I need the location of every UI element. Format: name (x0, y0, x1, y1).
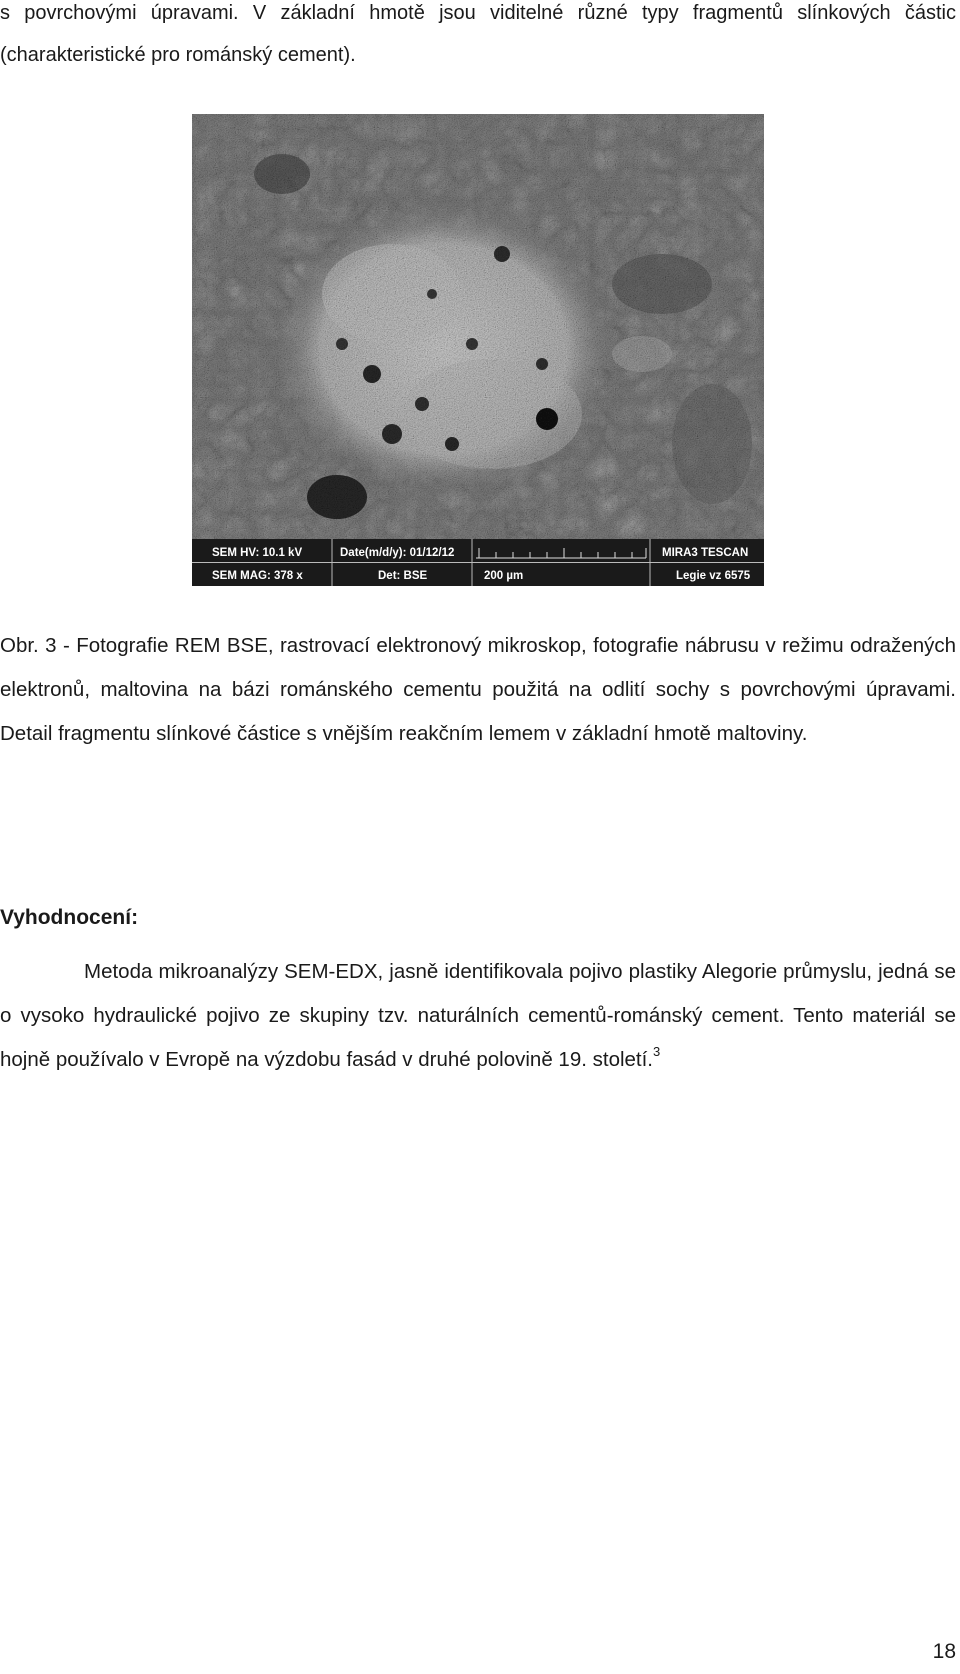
footnote-reference[interactable]: 3 (653, 1044, 661, 1059)
figure-caption (0, 624, 956, 756)
intro-paragraph: s povrchovými úpravami. V základní hmotě jsou viditelné různé typy fragmentů slínkových částic (charakteristické pro románský cement). (0, 2, 956, 66)
caption-label: Obr. 3 - (0, 634, 70, 657)
section-body (0, 950, 956, 1082)
sem-brand-label: MIRA3 TESCAN (662, 547, 749, 559)
sem-scale-label: 200 µm (484, 570, 524, 582)
sem-hv-label: SEM HV: 10.1 kV (212, 547, 303, 559)
sem-detector-label: Det: BSE (378, 570, 428, 582)
section-heading: Vyhodnocení: (0, 906, 139, 929)
section-body-text: Metoda mikroanalýzy SEM-EDX, jasně identifikovala pojivo plastiky Alegorie průmyslu, jedná se o vysoko hydraulické pojivo ze skupiny tzv. naturálních cementů-románský cement. Tento materiál se hojně používalo v Evropě na výzdobu fasád v druhé polovině 19. století. (0, 960, 956, 1071)
sem-sample-label: Legie vz 6575 (676, 570, 751, 582)
page-number: 18 (932, 1640, 956, 1663)
sem-micrograph-figure (192, 114, 764, 586)
caption-text: Fotografie REM BSE, rastrovací elektronový mikroskop, fotografie nábrusu v režimu odražených elektronů, maltovina na bázi románského cementu použitá na odlití sochy s povrchovými úpravami. Detail fragmentu slínkové částice s vnějším reakčním lemem v základní hmotě maltoviny. (0, 634, 957, 745)
sem-date-label: Date(m/d/y): 01/12/12 (340, 547, 455, 559)
sem-mag-label: SEM MAG: 378 x (212, 570, 303, 582)
sem-micrograph-image (192, 114, 764, 586)
